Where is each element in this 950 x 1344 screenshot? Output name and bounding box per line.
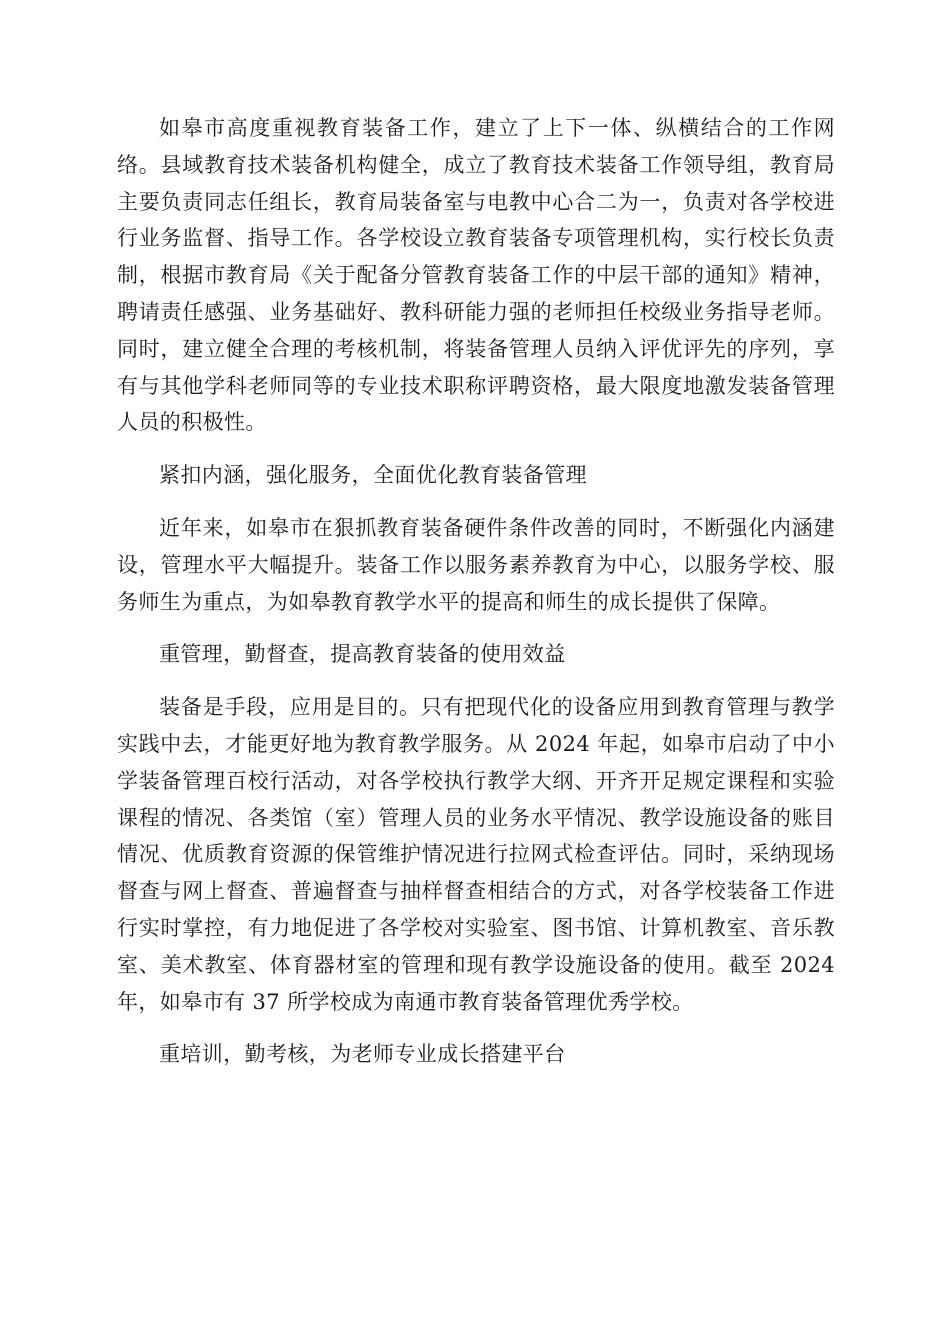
paragraph-connotation-building: 近年来，如皋市在狠抓教育装备硬件条件改善的同时，不断强化内涵建设，管理水平大幅提升。装备工作以服务素养教育为中心，以服务学校、服务师生为重点，为如皋教育教学水平的提高和师生的成长提供了保障。 xyxy=(117,515,835,614)
paragraph-equipment-usage: 装备是手段，应用是目的。只有把现代化的设备应用到教育管理与教学实践中去，才能更好地为教育教学服务。从 2024 年起，如皋市启动了中小学装备管理百校行活动，对各学校执行教学大纲、开齐开足规定课程和实验课程的情况、各类馆（室）管理人员的业务水平情况、教学设施设备的账目情况、优质教育资源的保管维护情况进行拉网式检查评估。同时，采纳现场督查与网上督查、普遍督查与抽样督查相结合的方式，对各学校装备工作进行实时掌控，有力地促进了各学校对实验室、图书馆、计算机教室、音乐教室、美术教室、体育器材室的管理和现有教学设施设备的使用。截至 2024 年，如皋市有 37 所学校成为南通市教育装备管理优秀学校。 xyxy=(117,695,835,1014)
section-heading-optimize-management: 紧扣内涵，强化服务，全面优化教育装备管理 xyxy=(159,463,587,488)
document-body xyxy=(117,110,835,1089)
section-heading-training: 重培训，勤考核，为老师专业成长搭建平台 xyxy=(159,1042,566,1067)
section-heading-supervision: 重管理，勤督查，提高教育装备的使用效益 xyxy=(159,642,566,667)
paragraph-work-network: 如皋市高度重视教育装备工作，建立了上下一体、纵横结合的工作网络。县域教育技术装备机构健全，成立了教育技术装备工作领导组，教育局主要负责同志任组长，教育局装备室与电教中心合二为一，负责对各学校进行业务监督、指导工作。各学校设立教育装备专项管理机构，实行校长负责制，根据市教育局《关于配备分管教育装备工作的中层干部的通知》精神，聘请责任感强、业务基础好、教科研能力强的老师担任校级业务指导老师。同时，建立健全合理的考核机制，将装备管理人员纳入评优评先的序列，享有与其他学科老师同等的专业技术职称评聘资格，最大限度地激发装备管理人员的积极性。 xyxy=(117,116,835,435)
